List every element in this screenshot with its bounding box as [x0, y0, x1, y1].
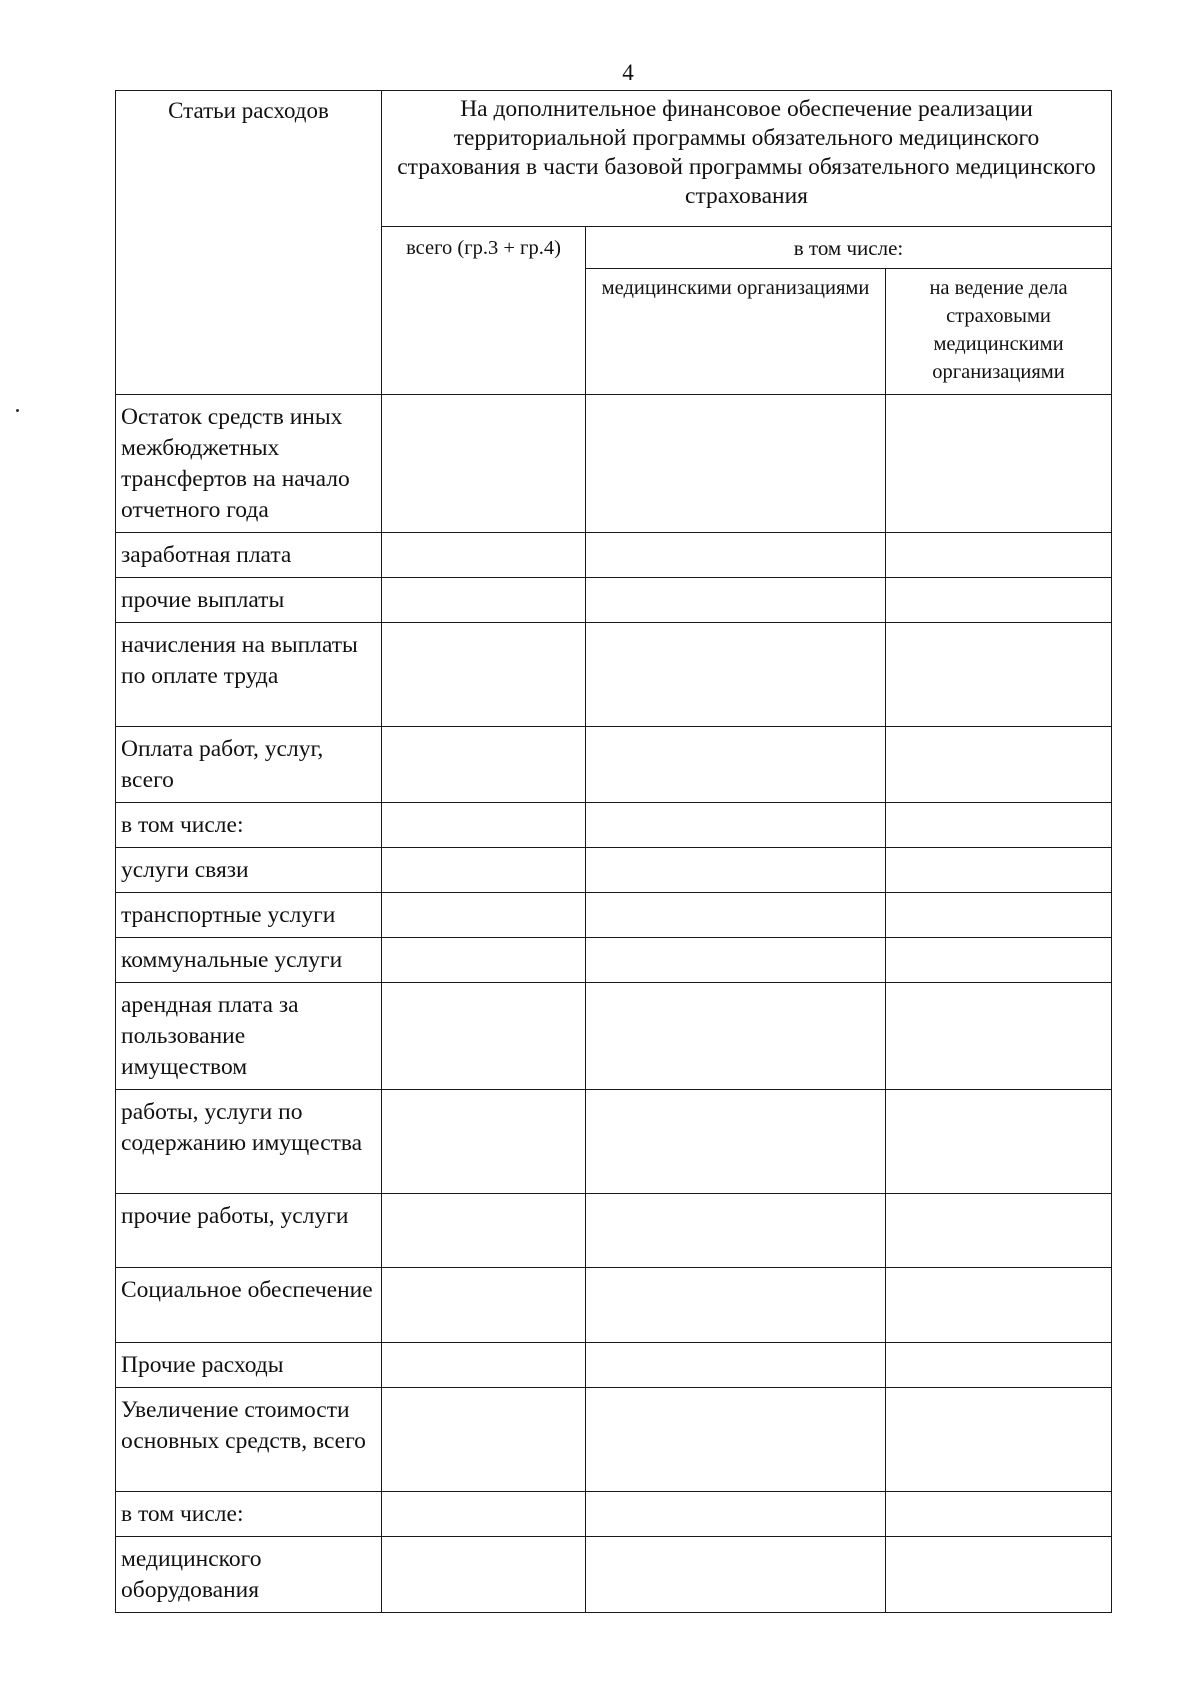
header-medical-organizations: медицинскими организациями [586, 269, 886, 395]
cell-total[interactable] [382, 893, 586, 938]
cell-medical-orgs[interactable] [586, 1537, 886, 1613]
cell-total[interactable] [382, 803, 586, 848]
cell-total[interactable] [382, 1090, 586, 1194]
cell-medical-orgs[interactable] [586, 1343, 886, 1388]
row-label: заработная плата [116, 533, 382, 578]
cell-total[interactable] [382, 578, 586, 623]
cell-insurance-orgs[interactable] [886, 1194, 1112, 1268]
row-label: коммунальные услуги [116, 938, 382, 983]
cell-insurance-orgs[interactable] [886, 938, 1112, 983]
cell-total[interactable] [382, 395, 586, 533]
header-including: в том числе: [586, 227, 1112, 269]
header-expense-articles: Статьи расходов [116, 91, 382, 395]
cell-total[interactable] [382, 1388, 586, 1492]
cell-insurance-orgs[interactable] [886, 1492, 1112, 1537]
cell-insurance-orgs[interactable] [886, 1090, 1112, 1194]
row-label: работы, услуги по содержанию имущества [116, 1090, 382, 1194]
cell-total[interactable] [382, 938, 586, 983]
cell-medical-orgs[interactable] [586, 848, 886, 893]
cell-insurance-orgs[interactable] [886, 893, 1112, 938]
cell-medical-orgs[interactable] [586, 1090, 886, 1194]
row-label: услуги связи [116, 848, 382, 893]
row-label: Социальное обеспечение [116, 1268, 382, 1343]
scan-speck [16, 409, 19, 412]
cell-insurance-orgs[interactable] [886, 533, 1112, 578]
page-number: 4 [622, 60, 634, 85]
cell-insurance-orgs[interactable] [886, 395, 1112, 533]
cell-total[interactable] [382, 1343, 586, 1388]
cell-total[interactable] [382, 848, 586, 893]
row-label: медицинского оборудования [116, 1537, 382, 1613]
cell-medical-orgs[interactable] [586, 1194, 886, 1268]
cell-medical-orgs[interactable] [586, 623, 886, 727]
cell-insurance-orgs[interactable] [886, 623, 1112, 727]
cell-medical-orgs[interactable] [586, 1268, 886, 1343]
cell-total[interactable] [382, 983, 586, 1090]
cell-total[interactable] [382, 623, 586, 727]
cell-total[interactable] [382, 533, 586, 578]
row-label: транспортные услуги [116, 893, 382, 938]
row-label: Остаток средств иных межбюджетных трансфертов на начало отчетного года [116, 395, 382, 533]
cell-medical-orgs[interactable] [586, 938, 886, 983]
cell-insurance-orgs[interactable] [886, 578, 1112, 623]
header-additional-financing: На дополнительное финансовое обеспечение реализации территориальной программы обязательного медицинского страхования в части базовой программы обязательного медицинского страхования [382, 91, 1112, 227]
cell-insurance-orgs[interactable] [886, 803, 1112, 848]
cell-total[interactable] [382, 1492, 586, 1537]
cell-medical-orgs[interactable] [586, 395, 886, 533]
row-label: Увеличение стоимости основных средств, всего [116, 1388, 382, 1492]
cell-total[interactable] [382, 1537, 586, 1613]
row-label: прочие выплаты [116, 578, 382, 623]
cell-insurance-orgs[interactable] [886, 1388, 1112, 1492]
cell-total[interactable] [382, 1268, 586, 1343]
cell-insurance-orgs[interactable] [886, 1343, 1112, 1388]
row-label: Прочие расходы [116, 1343, 382, 1388]
row-label: в том числе: [116, 803, 382, 848]
row-label: арендная плата за пользование имуществом [116, 983, 382, 1090]
cell-medical-orgs[interactable] [586, 1388, 886, 1492]
cell-insurance-orgs[interactable] [886, 983, 1112, 1090]
cell-medical-orgs[interactable] [586, 983, 886, 1090]
cell-insurance-orgs[interactable] [886, 1268, 1112, 1343]
cell-medical-orgs[interactable] [586, 893, 886, 938]
cell-insurance-orgs[interactable] [886, 1537, 1112, 1613]
row-label: в том числе: [116, 1492, 382, 1537]
cell-medical-orgs[interactable] [586, 578, 886, 623]
row-label: Оплата работ, услуг, всего [116, 727, 382, 803]
header-total: всего (гр.3 + гр.4) [382, 227, 586, 395]
cell-total[interactable] [382, 1194, 586, 1268]
cell-medical-orgs[interactable] [586, 803, 886, 848]
cell-medical-orgs[interactable] [586, 533, 886, 578]
cell-medical-orgs[interactable] [586, 1492, 886, 1537]
row-label: начисления на выплаты по оплате труда [116, 623, 382, 727]
cell-insurance-orgs[interactable] [886, 848, 1112, 893]
cell-insurance-orgs[interactable] [886, 727, 1112, 803]
header-insurance-organizations: на ведение дела страховыми медицинскими организациями [886, 269, 1112, 395]
cell-medical-orgs[interactable] [586, 727, 886, 803]
row-label: прочие работы, услуги [116, 1194, 382, 1268]
cell-total[interactable] [382, 727, 586, 803]
expense-table [115, 90, 1112, 1613]
